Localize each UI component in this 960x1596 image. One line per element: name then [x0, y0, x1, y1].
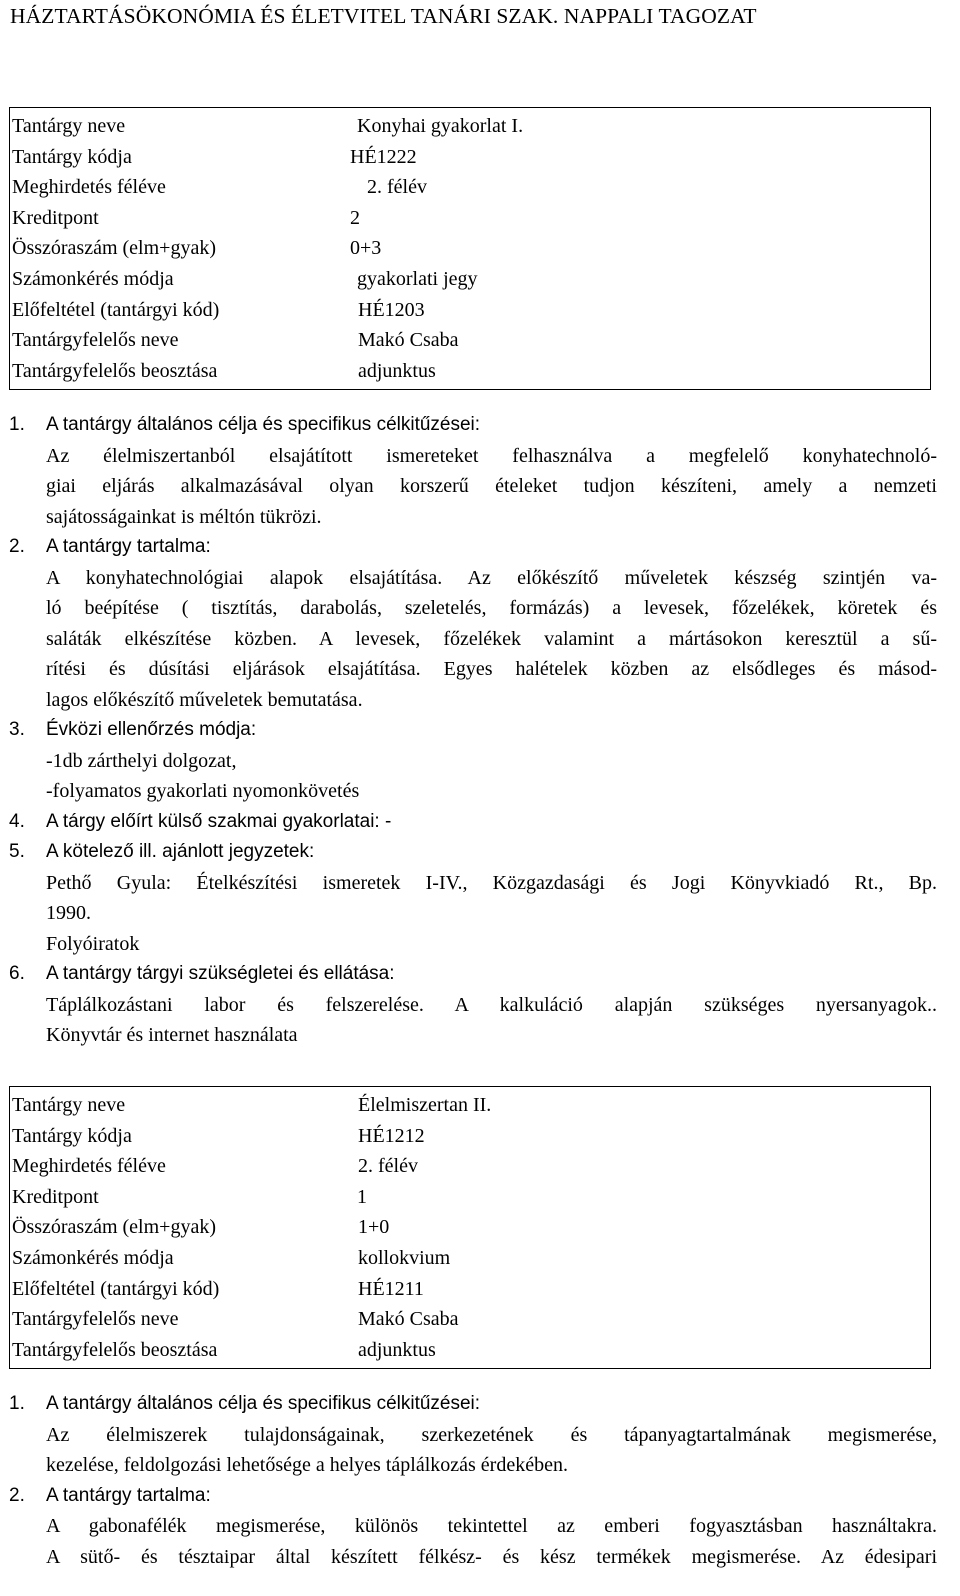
section-body [9, 868, 937, 960]
info-row [10, 325, 930, 356]
info-label: Előfeltétel (tantárgyi kód) [12, 298, 220, 321]
section-heading [9, 532, 937, 563]
info-value: Makó Csaba [358, 329, 459, 352]
info-row [10, 356, 930, 387]
section-number: 6. [9, 963, 25, 984]
text-line: ló beépítése ( tisztítás, darabolás, szeletelés, formázás) a levesek, főzelékek, köretek és [46, 597, 937, 619]
info-label: Előfeltétel (tantárgyi kód) [12, 1277, 220, 1300]
info-value: adjunktus [358, 359, 436, 382]
section-heading [9, 715, 937, 746]
text-line: giai eljárás alkalmazásával olyan korszerű ételeket tudjon készíteni, amely a nemzeti [46, 475, 937, 497]
section-heading [9, 410, 937, 441]
section-number: 4. [9, 810, 25, 832]
info-value: 1+0 [358, 1216, 390, 1239]
section-title: A tantárgy tartalma: [46, 1484, 211, 1506]
info-value: 2. félév [358, 1155, 418, 1178]
info-label: Tantárgyfelelős neve [12, 329, 179, 352]
section-body [9, 1511, 937, 1572]
info-row [10, 142, 930, 173]
course-sections [9, 410, 937, 1051]
info-value: Élelmiszertan II. [358, 1094, 492, 1116]
section-heading [9, 1389, 937, 1420]
text-line: saláták elkészítése közben. A levesek, főzelékek valamint a mártásokon keresztül a sű- [46, 627, 937, 650]
section-heading [9, 837, 937, 868]
section-title: A tantárgy általános célja és specifikus célkitűzései: [46, 414, 481, 435]
course-sections [9, 1389, 937, 1572]
info-row [10, 203, 930, 234]
info-row [10, 1182, 930, 1213]
info-label: Kreditpont [12, 206, 99, 229]
info-label: Összóraszám (elm+gyak) [12, 1216, 216, 1239]
section-heading [9, 1481, 937, 1512]
info-row [10, 1304, 930, 1335]
info-label: Tantárgyfelelős neve [12, 1308, 179, 1331]
info-row [10, 264, 930, 295]
info-label: Tantárgyfelelős beosztása [12, 1338, 218, 1361]
section-heading [9, 807, 937, 838]
info-label: Tantárgy kódja [12, 145, 132, 168]
section-body [9, 441, 937, 533]
info-value: HÉ1203 [358, 298, 425, 321]
section-title: A tantárgy általános célja és specifikus célkitűzései: [46, 1393, 481, 1414]
info-row [10, 172, 930, 203]
text-line: -1db zárthelyi dolgozat, [46, 749, 237, 772]
text-line: Könyvtár és internet használata [46, 1024, 298, 1046]
info-label: Tantárgyfelelős beosztása [12, 359, 218, 382]
info-value: Konyhai gyakorlat I. [357, 115, 524, 137]
section-number: 5. [9, 841, 25, 862]
section-heading [9, 959, 937, 990]
info-row [10, 233, 930, 264]
info-row [10, 1335, 930, 1366]
info-row [10, 1212, 930, 1243]
info-value: adjunktus [358, 1338, 436, 1361]
section-number: 1. [9, 1393, 25, 1414]
section-number: 2. [9, 1484, 25, 1506]
section-body [9, 746, 937, 807]
info-label: Meghirdetés féléve [12, 176, 166, 199]
text-line: lagos előkészítő műveletek bemutatása. [46, 688, 363, 711]
info-row [10, 1243, 930, 1274]
section-body [9, 563, 937, 716]
info-label: Számonkérés módja [12, 267, 174, 290]
info-value: HÉ1211 [358, 1277, 424, 1300]
info-value: 1 [357, 1185, 367, 1208]
text-line: 1990. [46, 902, 91, 924]
section-number: 3. [9, 719, 25, 740]
info-value: gyakorlati jegy [357, 267, 478, 290]
section-number: 1. [9, 414, 25, 435]
info-label: Összóraszám (elm+gyak) [12, 237, 216, 260]
section-number: 2. [9, 536, 25, 557]
text-line: A sütő- és tésztaipar által készített félkész- és kész termékek megismerése. Az édesipari [46, 1545, 937, 1568]
text-line: A gabonafélék megismerése, különös tekintettel az emberi fogyasztásban használtakra. [46, 1515, 937, 1537]
info-value: Makó Csaba [358, 1308, 459, 1331]
info-label: Tantárgy neve [12, 1094, 126, 1116]
section-body [9, 990, 937, 1051]
info-label: Kreditpont [12, 1185, 99, 1208]
info-row [10, 1274, 930, 1305]
info-value: 0+3 [350, 237, 382, 260]
text-line: sajátosságainkat is méltón tükrözi. [46, 505, 322, 528]
info-row [10, 1151, 930, 1182]
section-title: A tárgy előírt külső szakmai gyakorlatai: - [46, 810, 392, 832]
info-label: Számonkérés módja [12, 1246, 174, 1269]
section-body [9, 1420, 937, 1481]
course-info-table [9, 107, 931, 390]
text-line: kezelése, feldolgozási lehetősége a helyes táplálkozás érdekében. [46, 1454, 568, 1476]
info-value: 2 [350, 206, 360, 229]
info-value: HÉ1212 [358, 1124, 425, 1147]
section-title: Évközi ellenőrzés módja: [46, 719, 257, 740]
text-line: Az élelmiszerek tulajdonságainak, szerkezetének és tápanyagtartalmának megismerése, [46, 1423, 937, 1446]
text-line: Az élelmiszertanból elsajátított ismereteket felhasználva a megfelelő konyhatechnoló- [46, 444, 937, 467]
info-row [10, 111, 930, 142]
info-value: HÉ1222 [350, 145, 417, 168]
section-title: A tantárgy tartalma: [46, 536, 211, 557]
info-label: Meghirdetés féléve [12, 1155, 166, 1178]
course-info-table [9, 1086, 931, 1369]
text-line: A konyhatechnológiai alapok elsajátítása. Az előkészítő műveletek készség szintjén va- [46, 566, 937, 589]
text-line: rítési és dúsítási eljárások elsajátítása. Egyes halételek közben az elsődleges és másod- [46, 658, 937, 680]
info-value: kollokvium [358, 1246, 451, 1269]
section-title: A kötelező ill. ajánlott jegyzetek: [46, 841, 315, 862]
info-value: 2. félév [367, 176, 427, 199]
text-line: Folyóiratok [46, 932, 140, 955]
info-row [10, 1090, 930, 1121]
info-row [10, 1121, 930, 1152]
info-row [10, 295, 930, 326]
info-label: Tantárgy kódja [12, 1124, 132, 1147]
text-line: Táplálkozástani labor és felszerelése. A kalkuláció alapján szükséges nyersanyagok.. [46, 993, 937, 1016]
text-line: Pethő Gyula: Ételkészítési ismeretek I-IV., Közgazdasági és Jogi Könyvkiadó Rt., Bp. [46, 871, 937, 894]
info-label: Tantárgy neve [12, 115, 126, 137]
text-line: -folyamatos gyakorlati nyomonkövetés [46, 780, 360, 802]
page-title: HÁZTARTÁSÖKONÓMIA ÉS ÉLETVITEL TANÁRI SZAK. NAPPALI TAGOZAT [10, 4, 757, 28]
section-title: A tantárgy tárgyi szükségletei és ellátása: [46, 963, 395, 984]
